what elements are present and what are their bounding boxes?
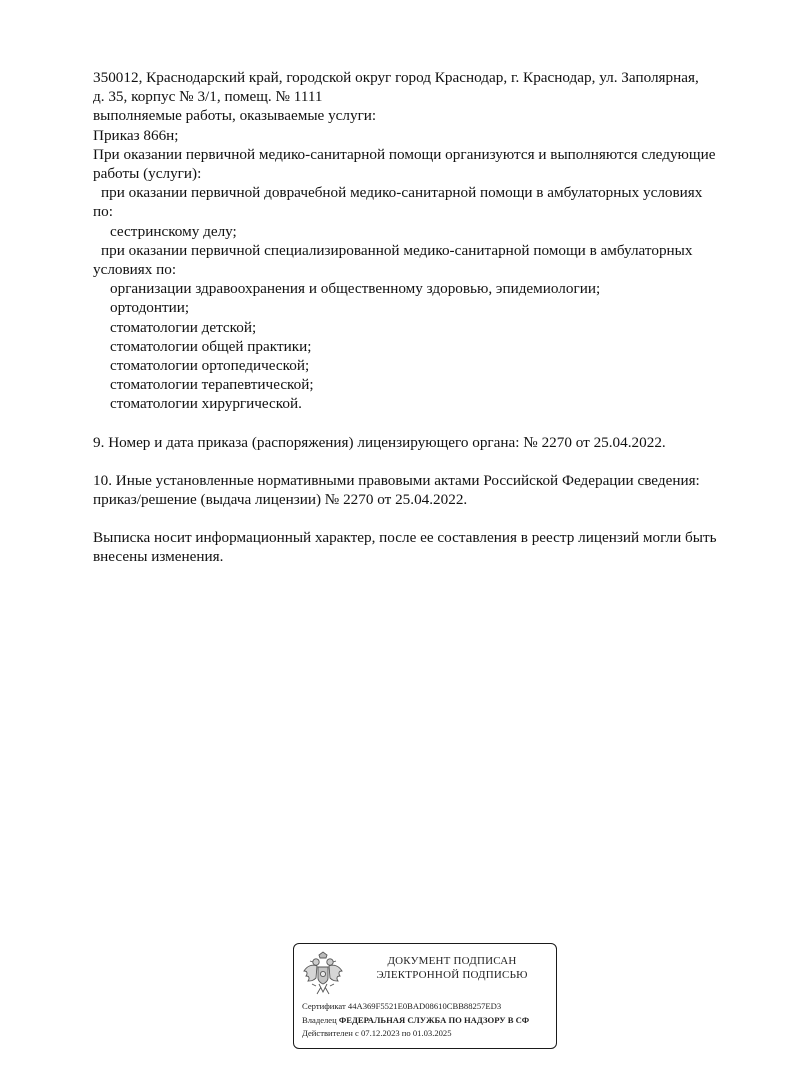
paragraph-spacer [93,509,765,528]
item-9: 9. Номер и дата приказа (распоряжения) лицензирующего органа: № 2270 от 25.04.2022. [93,433,666,451]
stamp-heading-line-2: ЭЛЕКТРОННОЙ ПОДПИСЬЮ [376,969,528,981]
item-10-line-1: 10. Иные установленные нормативными правовыми актами Российской Федерации сведения: [93,471,700,489]
care-intro-line-1: При оказании первичной медико-санитарной помощи организуются и выполняются следующие [93,145,716,163]
order-reference: Приказ 866н; [93,126,179,144]
services-heading: выполняемые работы, оказываемые услуги: [93,107,377,125]
list-item: стоматологии общей практики; [110,337,312,355]
care-intro-line-2: работы (услуги): [93,165,202,183]
list-item: стоматологии хирургической. [110,395,302,413]
list-item: стоматологии детской; [110,318,257,336]
certificate-label: Сертификат [302,1001,346,1011]
list-item: стоматологии ортопедической; [110,357,310,375]
item-10-line-2: приказ/решение (выдача лицензии) № 2270 от 25.04.2022. [93,491,468,509]
list-item: сестринскому делу; [110,222,237,240]
list-item: стоматологии терапевтической; [110,376,314,394]
document-body [93,68,765,567]
validity-row: Действителен с 07.12.2023 по 01.03.2025 [302,1028,452,1038]
stamp-heading [354,954,550,982]
premedical-intro-line-2: по: [93,203,113,221]
owner-label: Владелец [302,1014,337,1025]
certificate-value: 44A369F5521E0BAD08610CBB88257ED3 [347,1001,502,1011]
stamp-heading-line-1: ДОКУМЕНТ ПОДПИСАН [387,955,517,967]
address-line-2: д. 35, корпус № 3/1, помещ. № 1111 [93,88,323,106]
list-item: ортодонтии; [110,299,190,317]
owner-value: ФЕДЕРАЛЬНАЯ СЛУЖБА ПО НАДЗОРУ В СФ [338,1014,530,1025]
certificate-row [302,1000,557,1014]
specialized-intro-line-2: условиях по: [93,261,177,279]
owner-row [302,1014,557,1028]
notice-line-1: Выписка носит информационный характер, после ее составления в реестр лицензий могли быть [93,529,717,547]
specialized-intro-line-1: при оказании первичной специализированной медико-санитарной помощи в амбулаторных [101,241,693,259]
list-item: организации здравоохранения и общественному здоровью, эпидемиологии; [110,280,601,298]
russian-coat-of-arms-icon [302,950,344,998]
paragraph-spacer [93,414,765,433]
address-line-1: 350012, Краснодарский край, городской округ город Краснодар, г. Краснодар, ул. Заполярная, [93,69,699,86]
electronic-signature-stamp [293,943,557,1049]
stamp-details [302,1000,557,1041]
paragraph-spacer [93,452,765,471]
notice-line-2: внесены изменения. [93,548,224,566]
premedical-intro-line-1: при оказании первичной доврачебной медико-санитарной помощи в амбулаторных условиях [101,184,703,202]
